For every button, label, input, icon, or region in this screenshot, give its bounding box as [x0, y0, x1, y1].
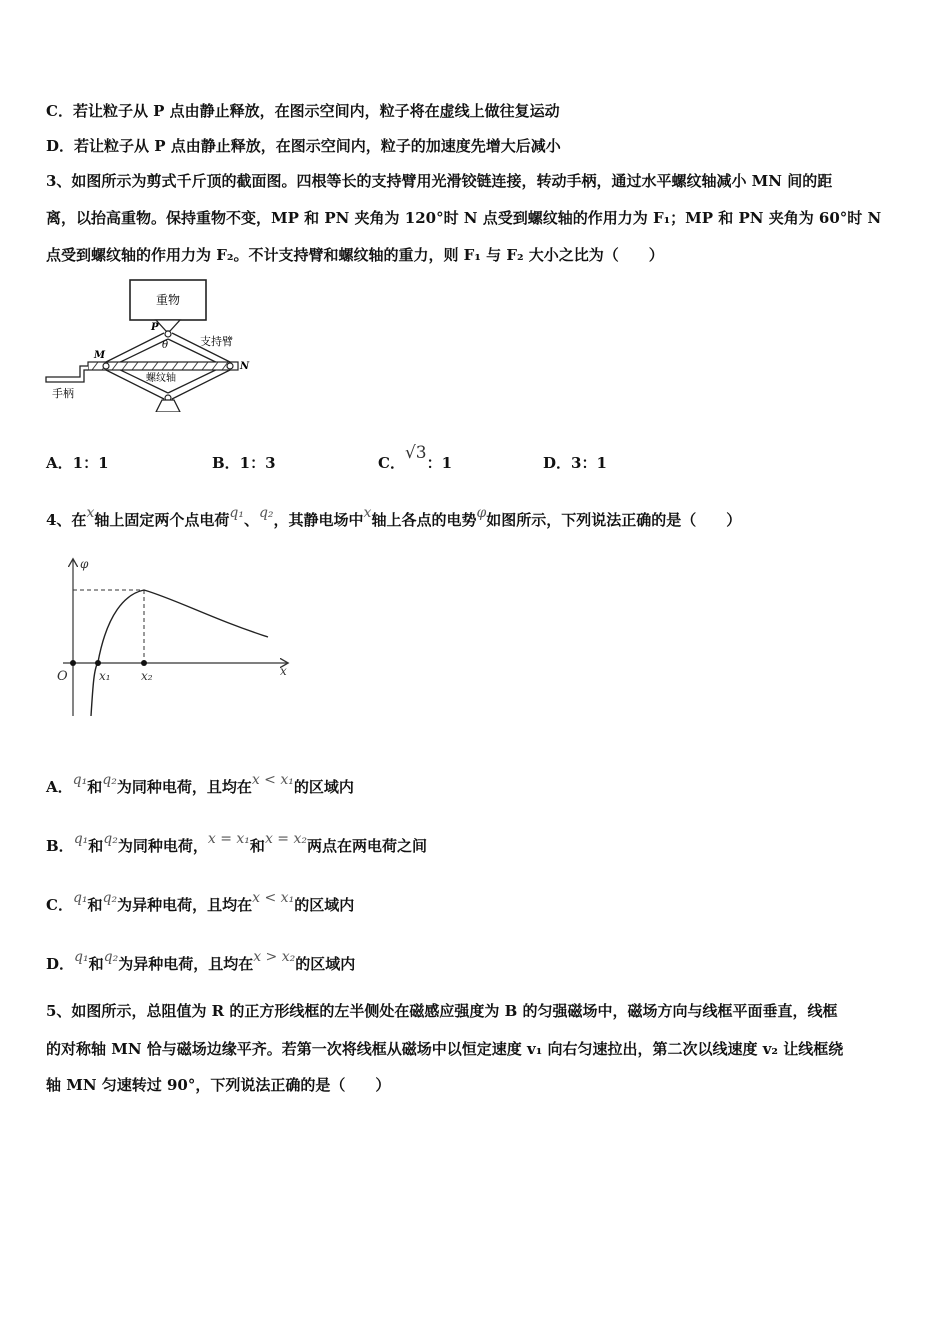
q3-option-c: C．√3：1	[378, 443, 453, 472]
q2-option-d: D．若让粒子从 P 点由静止释放，在图示空间内，粒子的加速度先增大后减小	[46, 137, 561, 155]
svg-text:O: O	[57, 669, 68, 684]
q2-option-c: C．若让粒子从 P 点由静止释放，在图示空间内，粒子将在虚线上做往复运动	[46, 102, 560, 120]
q5-stem-line3: 轴 MN 匀速转过 90°，下列说法正确的是（ ）	[46, 1076, 391, 1094]
potential-graph	[55, 554, 295, 718]
q4-option-d: D．q₁和q₂为异种电荷，且均在x > x₂的区域内	[46, 949, 356, 973]
svg-text:φ: φ	[80, 557, 89, 571]
handle-label: 手柄	[52, 387, 74, 400]
q4-option-a: A．q₁和q₂为同种电荷，且均在x < x₁的区域内	[46, 772, 354, 796]
handle	[46, 366, 88, 382]
q4-stem: 4、在x轴上固定两个点电荷q₁、q₂，其静电场中x轴上各点的电势φ如图所示，下列说法正确的是（ ）	[46, 505, 742, 529]
svg-text:x₁: x₁	[99, 669, 111, 683]
svg-text:θ: θ	[162, 340, 169, 351]
svg-text:x: x	[280, 664, 287, 678]
svg-text:x₂: x₂	[141, 669, 153, 683]
sqrt3: √3	[404, 443, 427, 463]
svg-text:N: N	[240, 361, 250, 372]
q3-option-d: D．3：1	[543, 454, 607, 472]
q5-stem-line1: 5、如图所示，总阻值为 R 的正方形线框的左半侧处在磁感应强度为 B 的匀强磁场中，磁场方向与线框平面垂直，线框	[46, 1002, 838, 1020]
q3-stem-line1: 3、如图所示为剪式千斤顶的截面图。四根等长的支持臂用光滑铰链连接，转动手柄，通过水平螺纹轴减小 MN 间的距	[46, 172, 833, 190]
q5-stem-line2: 的对称轴 MN 恰与磁场边缘平齐。若第一次将线框从磁场中以恒定速度 v₁ 向右匀速拉出，第二次以线速度 v₂ 让线框绕	[46, 1040, 844, 1058]
weight-label: 重物	[155, 293, 181, 307]
potential-curve	[91, 590, 268, 716]
svg-text:P: P	[151, 322, 159, 333]
q3-stem-line2: 离，以抬高重物。保持重物不变，MP 和 PN 夹角为 120°时 N 点受到螺纹轴的作用力为 F₁；MP 和 PN 夹角为 60°时 N	[46, 209, 882, 227]
screw-label: 螺纹轴	[146, 373, 176, 384]
arm-label: 支持臂	[200, 335, 233, 348]
q4-option-b: B．q₁和q₂为同种电荷，x = x₁和x = x₂两点在两电荷之间	[46, 831, 427, 855]
q4-option-c: C．q₁和q₂为异种电荷，且均在x < x₁的区域内	[46, 890, 355, 914]
q3-option-a: A．1：1	[46, 454, 109, 472]
q3-stem-line3: 点受到螺纹轴的作用力为 F₂。不计支持臂和螺纹轴的重力，则 F₁ 与 F₂ 大小之比为（ ）	[46, 246, 664, 264]
jack-diagram	[44, 276, 259, 412]
svg-text:M: M	[94, 350, 106, 361]
q3-option-b: B．1：3	[212, 454, 276, 472]
